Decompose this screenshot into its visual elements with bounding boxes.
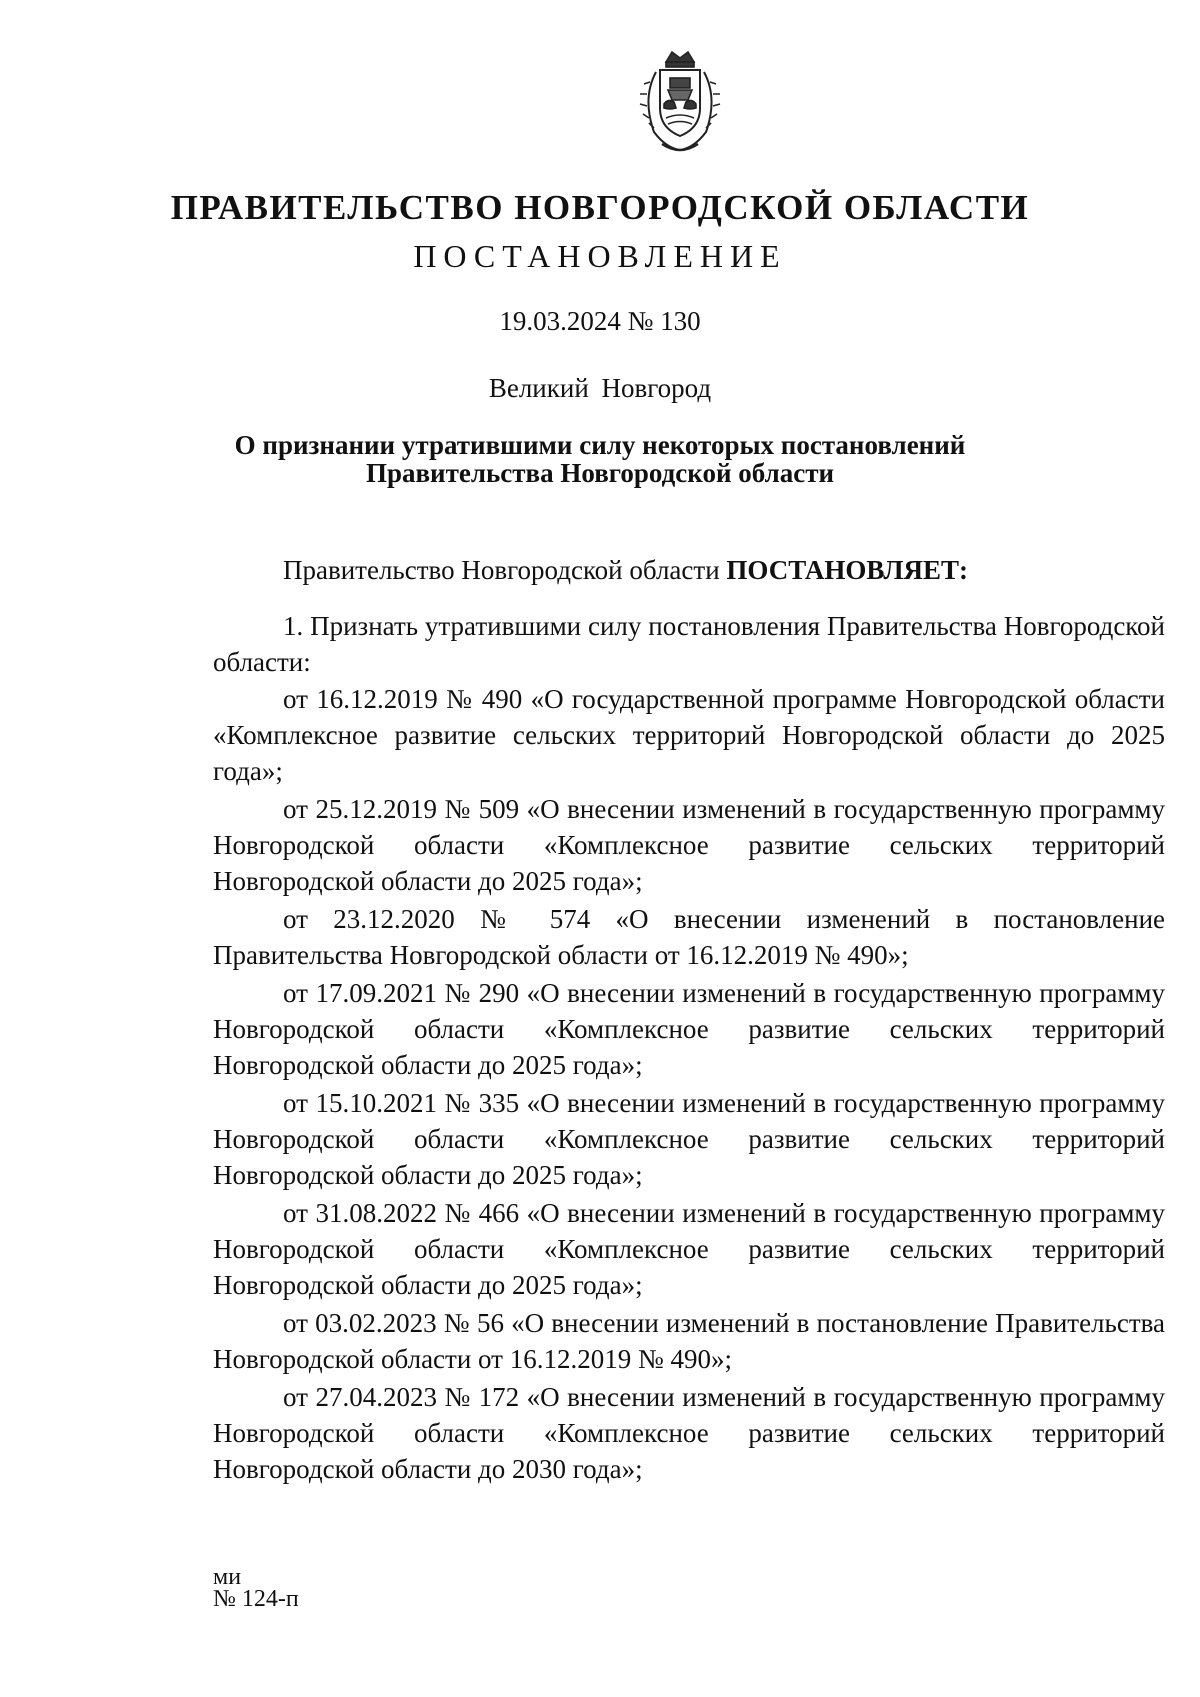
entry-5: от 15.10.2021 № 335 «О внесении изменений в государственную программу Новгородской области «Комплексное развитие сельских территорий Новгородской области до 2025 года»; — [213, 1088, 1165, 1190]
footer-reference — [213, 1566, 299, 1610]
item-1: 1. Признать утратившими силу постановления Правительства Новгородской области: — [213, 611, 1165, 677]
decree-date-number: 19.03.2024 № 130 — [499, 306, 701, 336]
entry-4: от 17.09.2021 № 290 «О внесении изменений в государственную программу Новгородской области «Комплексное развитие сельских территорий Новгородской области до 2025 года»; — [213, 978, 1165, 1080]
entry-3: от 23.12.2020 № 574 «О внесении изменений в постановление Правительства Новгородской области от 16.12.2019 № 490»; — [213, 904, 1165, 970]
entry-1: от 16.12.2019 № 490 «О государственной программе Новгородской области «Комплексное развитие сельских территорий Новгородской области до 2025 года»; — [213, 684, 1165, 786]
entry-7: от 03.02.2023 № 56 «О внесении изменений в постановление Правительства Новгородской области от 16.12.2019 № 490»; — [213, 1308, 1165, 1374]
subject-line-1: О признании утратившими силу некоторых постановлений — [234, 430, 966, 460]
coat-of-arms-icon — [636, 48, 724, 158]
entry-6: от 31.08.2022 № 466 «О внесении изменений в государственную программу Новгородской области «Комплексное развитие сельских территорий Новгородской области до 2025 года»; — [213, 1198, 1165, 1300]
subject-line-2: Правительства Новгородской области — [365, 458, 835, 488]
preamble — [213, 552, 1165, 588]
government-title: ПРАВИТЕЛЬСТВО НОВГОРОДСКОЙ ОБЛАСТИ — [170, 188, 1030, 227]
footer-initials: ми — [213, 1564, 242, 1590]
city-name: Великий Новгород — [488, 373, 712, 403]
entry-2: от 25.12.2019 № 509 «О внесении изменений в государственную программу Новгородской области «Комплексное развитие сельских территорий Новгородской области до 2025 года»; — [213, 794, 1165, 896]
preamble-resolves: ПОСТАНОВЛЯЕТ: — [726, 555, 968, 585]
footer-number: № 124-п — [213, 1586, 299, 1612]
preamble-text: Правительство Новгородской области — [283, 555, 727, 585]
entry-8: от 27.04.2023 № 172 «О внесении изменений в государственную программу Новгородской области «Комплексное развитие сельских территорий Новгородской области до 2030 года»; — [213, 1382, 1165, 1484]
document-type: ПОСТАНОВЛЕНИЕ — [413, 238, 787, 274]
decree-subject — [0, 431, 1200, 487]
decree-body — [213, 552, 1165, 1489]
